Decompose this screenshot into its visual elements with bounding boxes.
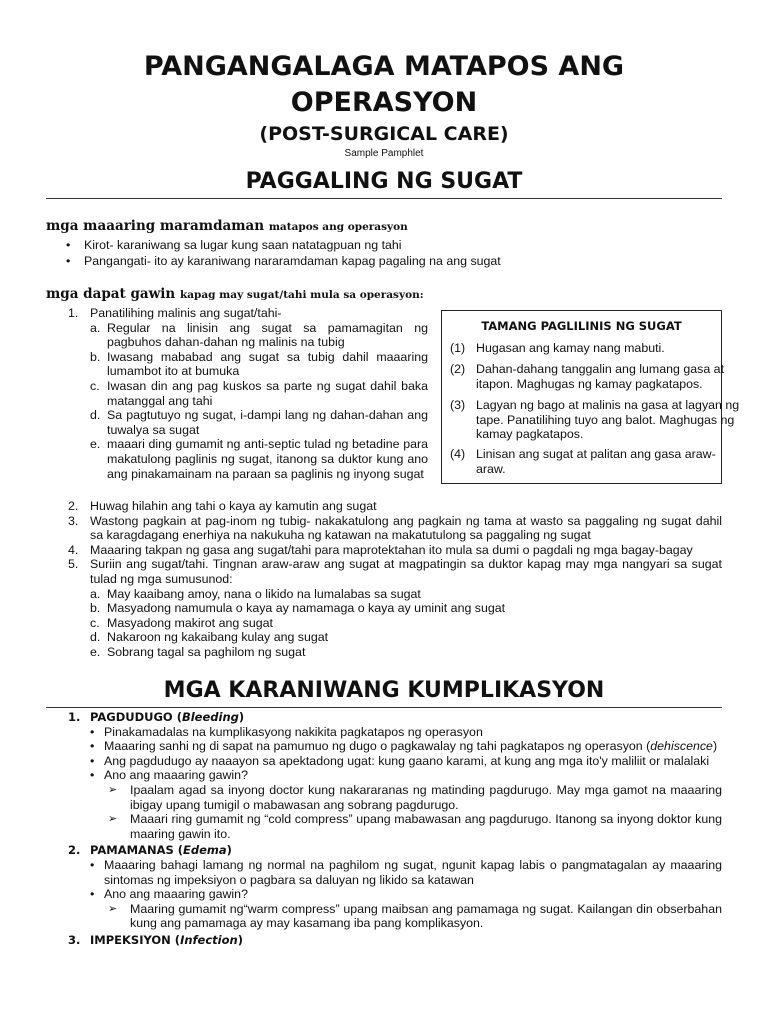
- list-item: e. maaari ding gumamit ng anti-septic tulad ng betadine para makatulong paglinis ng sugat, itanong sa duktor kung ano ang pinakamainam na paraan sa paglinis ng inyong sugat: [90, 437, 428, 481]
- feel-heading-main: mga maaaring maramdaman: [46, 218, 265, 234]
- list-item: b. Iwasang mababad ang sugat sa tubig dahil maaaring lumambot ito at bumuka: [90, 349, 428, 379]
- do-heading-small: kapag may sugat/tahi mula sa operasyon:: [179, 289, 424, 301]
- subtitle: (POST-SURGICAL CARE): [259, 123, 509, 145]
- list-item: 2. Huwag hilahin ang tahi o kaya ay kamutin ang sugat: [68, 499, 377, 513]
- list-item: ➢ Maaring gumamit ng“warm compress” upang maibsan ang pamamaga ng sugat. Kailangan din obserbahan kung ang pamamaga ay may kasamang iba pang komplikasyon.: [104, 902, 722, 931]
- do-heading-main: mga dapat gawin: [46, 286, 176, 302]
- complication-edema: 2. PAMAMANAS (Edema): [68, 843, 232, 858]
- list-item: b. Masyadong namumula o kaya ay namamaga o kaya ay uminit ang sugat: [90, 601, 506, 616]
- list-item: (2) Dahan-dahang tanggalin ang lumang gasa at itapon. Maghugas ng kamay pagkatapos.: [450, 362, 725, 391]
- do-heading: [46, 287, 424, 303]
- complications-list: [68, 710, 722, 948]
- section-rule: [46, 707, 722, 708]
- edema-actions: [90, 902, 722, 931]
- complication-infection: 3. IMPEKSIYON (Infection): [68, 932, 243, 947]
- list-item: (1) Hugasan ang kamay nang mabuti.: [450, 341, 665, 355]
- steps-2-5: [68, 499, 722, 660]
- list-item: a. May kaaibang amoy, nana o likido na lumalabas sa sugat: [90, 586, 421, 601]
- list-item: c. Iwasan din ang pag kuskos sa parte ng sugat dahil baka matanggal ang tahi: [90, 378, 428, 408]
- list-item: a. Regular na linisin ang sugat sa pamamagitan ng pagbuhos dahan-dahan ng malinis na tubig: [90, 320, 428, 350]
- list-item: • Pinakamadalas na kumplikasyong nakikita pagkatapos ng operasyon: [90, 725, 722, 740]
- bleeding-details: [68, 725, 722, 842]
- step-5-sublist: [68, 587, 722, 660]
- edema-details: [68, 858, 722, 931]
- list-item: (4) Linisan ang sugat at palitan ang gasa araw-araw.: [450, 447, 716, 476]
- list-item: • Ang pagdudugo ay naaayon sa apektadong ugat: kung gaano karami, at kung ang mga ito'y maliliit or malalaki: [90, 754, 722, 769]
- list-item: ➢ Maaari ring gumamit ng “cold compress” upang mabawasan ang pagdurugo. Itanong sa inyong doktor kung maaring gawin ito.: [104, 812, 722, 841]
- section-heading-complications: MGA KARANIWANG KUMPLIKASYON: [163, 678, 605, 703]
- list-item: 3. Wastong pagkain at pag-inom ng tubig- nakakatulong ang pagkain ng tama at wasto sa paggaling ng sugat dahil sa karagdagang enerhiya na nakukuha ng katawan na makatutulong sa paggaling ng sugat: [68, 513, 722, 543]
- list-item: c. Masyadong makirot ang sugat: [90, 615, 273, 630]
- feel-list: [62, 238, 722, 268]
- step-1: [68, 306, 428, 481]
- list-item: d. Sa pagtutuyo ng sugat, i-dampi lang ng dahan-dahan ang tuwalya sa sugat: [90, 408, 428, 437]
- list-item: • Ano ang maaaring gawin?: [90, 887, 722, 902]
- section-rule: [46, 198, 722, 199]
- list-item: 4. Maaaring takpan ng gasa ang sugat/tahi para maprotektahan ito mula sa dumi o pagdali ng mga bagay-bagay: [68, 542, 693, 557]
- cleaning-guide-title: TAMANG PAGLILINIS NG SUGAT: [481, 319, 682, 333]
- list-item: 1. Panatilihing malinis ang sugat/tahi-: [68, 306, 282, 320]
- list-item: • Ano ang maaaring gawin?: [90, 768, 722, 783]
- list-item: ➢ Ipaalam agad sa inyong doctor kung nakararanas ng matinding pagdurugo. May mga gamot na maaaring ibigay upang tumigil o mabawasan ang sobrang pagdurugo.: [104, 783, 722, 812]
- bleeding-actions: [90, 783, 722, 841]
- list-item: • Maaaring bahagi lamang ng normal na paghilom ng sugat, ngunit kapag labis o pangmatagalan ay maaaring sintomas ng impeksiyon o pagbara sa daluyan ng likido sa katawan: [90, 858, 722, 887]
- list-item: • Pangangati- ito ay karaniwang nararamdaman kapag pagaling na ang sugat: [62, 254, 722, 269]
- feel-heading: [46, 219, 408, 235]
- list-item: e. Sobrang tagal sa paghilom ng sugat: [90, 644, 306, 659]
- sample-note: Sample Pamphlet: [344, 148, 424, 159]
- complication-bleeding: 1. PAGDUDUGO (Bleeding): [68, 710, 245, 724]
- cleaning-guide-box: [441, 310, 740, 484]
- feel-heading-small: matapos ang operasyon: [268, 221, 408, 233]
- list-item: d. Nakaroon ng kakaibang kulay ang sugat: [90, 630, 329, 645]
- title-line-2: OPERASYON: [290, 87, 478, 118]
- step-1-sublist: [68, 321, 428, 482]
- list-item: 5. Suriin ang sugat/tahi. Tingnan araw-araw ang sugat at magpatingin sa duktor kapag may mga nangyari sa sugat tulad ng mga sumusunod:: [68, 557, 722, 586]
- list-item: • Maaaring sanhi ng di sapat na pamumuo ng dugo o pagkawalay ng tahi pagkatapos ng operasyon (dehiscence): [90, 739, 722, 754]
- list-item: (3) Lagyan ng bago at malinis na gasa at lagyan ng tape. Panatilihing tuyo ang balot. Maghugas ng kamay pagkatapos.: [450, 398, 740, 442]
- list-item: • Kirot- karaniwang sa lugar kung saan natatagpuan ng tahi: [62, 238, 722, 253]
- section-heading-healing: PAGGALING NG SUGAT: [245, 169, 523, 194]
- title-line-1: PANGANGALAGA MATAPOS ANG: [143, 51, 625, 82]
